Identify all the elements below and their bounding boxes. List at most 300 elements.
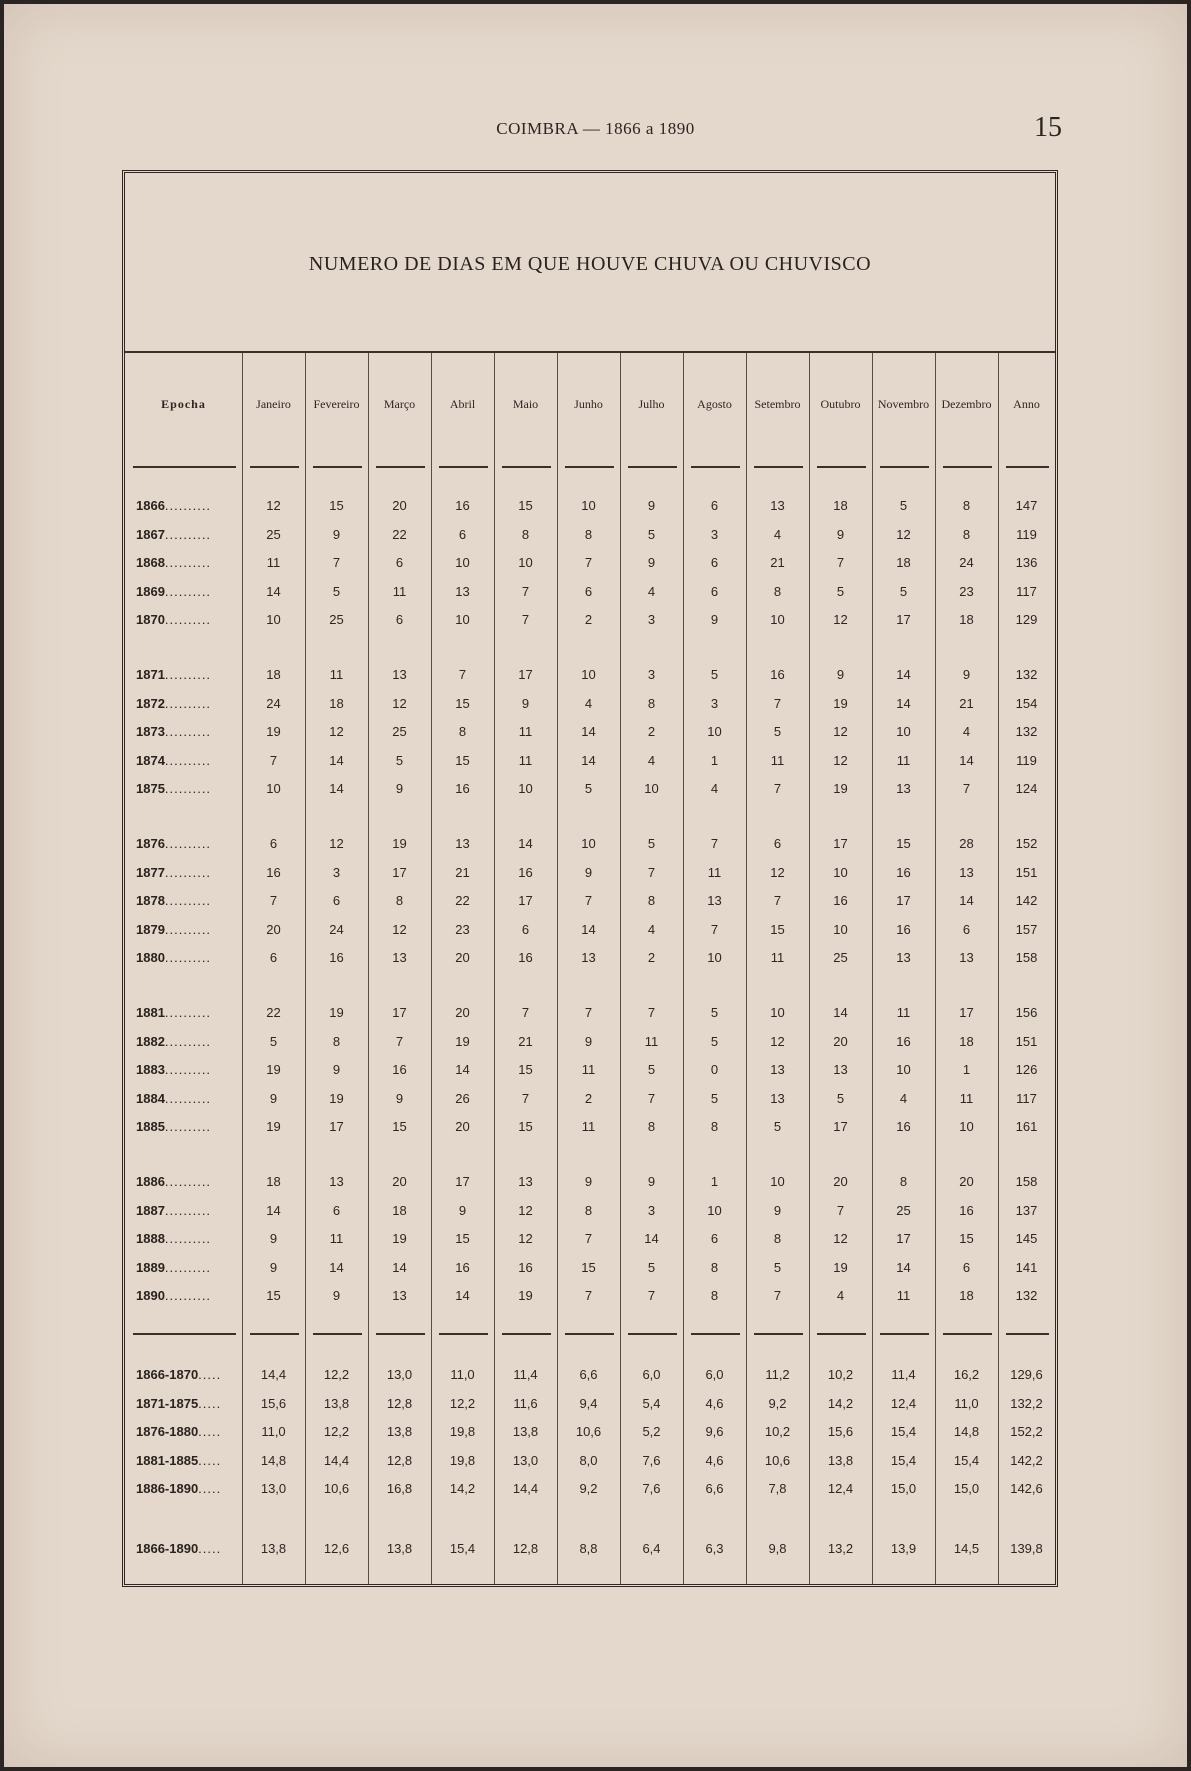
table-cell: 15,4 — [890, 1424, 917, 1439]
table-cell: 21 — [959, 695, 974, 711]
table-cell: 24 — [266, 695, 281, 711]
header-month: Fevereiro — [313, 397, 360, 411]
row-label-text: 1866-1890 — [136, 1541, 199, 1556]
table-cell: 14 — [581, 724, 596, 739]
table-cell: 7 — [395, 1033, 404, 1049]
row-label — [136, 865, 211, 880]
table-cell: 20 — [959, 1174, 974, 1189]
dot-leader: .......... — [164, 1288, 212, 1303]
table-cell: 15 — [455, 752, 470, 768]
table-cell: 7 — [836, 1202, 845, 1218]
header-underline — [313, 1333, 362, 1335]
table-cell: 11 — [266, 555, 281, 570]
header-month: Maio — [512, 397, 539, 411]
table-cell: 10 — [707, 950, 722, 965]
header-underline — [439, 1333, 488, 1335]
table-cell: 14 — [329, 781, 344, 796]
row-label-text: 1871 — [136, 667, 165, 682]
dot-leader: ..... — [198, 1395, 222, 1411]
dot-leader: .......... — [164, 1062, 212, 1077]
table-row — [125, 1062, 1055, 1082]
table-cell: 141 — [1015, 1259, 1038, 1275]
table-cell: 1 — [710, 752, 719, 768]
table-cell: 4 — [962, 724, 971, 739]
table-cell: 10 — [707, 1202, 722, 1218]
table-cell: 12,8 — [386, 1452, 413, 1468]
table-cell: 12,8 — [386, 1395, 413, 1411]
table-cell: 15,4 — [890, 1452, 917, 1468]
table-cell: 13,2 — [827, 1541, 854, 1556]
dot-leader: .......... — [164, 695, 212, 711]
table-cell: 11 — [329, 1231, 344, 1246]
table-cell: 7 — [710, 921, 719, 937]
table-row — [125, 836, 1055, 856]
table-row — [125, 1119, 1055, 1139]
table-cell: 5 — [899, 498, 908, 513]
table-cell: 9 — [395, 781, 404, 796]
table-row — [125, 753, 1055, 773]
table-cell: 14,8 — [260, 1452, 287, 1468]
table-cell: 9 — [269, 1090, 278, 1106]
table-cell: 10 — [770, 612, 785, 627]
table-cell: 8 — [773, 583, 782, 599]
table-cell: 20 — [455, 950, 470, 965]
table-cell: 10 — [896, 724, 911, 739]
dot-leader: .......... — [164, 555, 212, 570]
mean-row — [125, 1367, 1055, 1387]
table-cell: 9,2 — [579, 1481, 598, 1496]
table-cell: 10 — [707, 724, 722, 739]
table-cell: 5 — [710, 1033, 719, 1049]
table-cell: 20 — [266, 921, 281, 937]
table-row — [125, 527, 1055, 547]
table-cell: 12 — [329, 836, 344, 851]
table-cell: 7 — [458, 667, 467, 682]
table-cell: 4 — [899, 1090, 908, 1106]
table-cell: 11 — [770, 950, 785, 965]
table-cell: 10 — [770, 1174, 785, 1189]
table-cell: 14 — [455, 1062, 470, 1077]
table-cell: 9 — [332, 1062, 341, 1077]
table-cell: 26 — [455, 1090, 470, 1106]
row-label-text: 1881-1885 — [136, 1452, 199, 1468]
row-label-text: 1875 — [136, 781, 165, 796]
table-cell: 18 — [896, 555, 911, 570]
table-cell: 13,8 — [386, 1424, 413, 1439]
row-label-text: 1878 — [136, 893, 165, 908]
table-cell: 13 — [392, 667, 407, 682]
table-cell: 15 — [455, 1231, 470, 1246]
table-cell: 18 — [266, 667, 281, 682]
table-row — [125, 612, 1055, 632]
page-number: 15 — [1034, 112, 1062, 143]
header-underline — [1006, 1333, 1049, 1335]
table-cell: 9 — [458, 1202, 467, 1218]
dot-leader: .......... — [164, 1090, 212, 1106]
row-label — [136, 1005, 211, 1020]
table-cell: 17 — [518, 893, 533, 908]
table-cell: 6 — [962, 921, 971, 937]
row-label — [136, 724, 211, 739]
table-cell: 13,8 — [323, 1395, 350, 1411]
header-underline — [502, 466, 551, 468]
row-label — [136, 1424, 221, 1439]
table-cell: 15 — [455, 695, 470, 711]
table-cell: 16 — [896, 864, 911, 880]
table-cell: 25 — [266, 526, 281, 542]
table-cell: 4 — [647, 583, 656, 599]
table-cell: 13,8 — [827, 1452, 854, 1468]
table-row — [125, 1203, 1055, 1223]
table-cell: 6 — [395, 612, 404, 627]
table-cell: 20 — [392, 498, 407, 513]
table-cell: 14,5 — [953, 1541, 980, 1556]
table-cell: 10 — [455, 612, 470, 627]
header-underline — [628, 1333, 677, 1335]
row-label-text: 1889 — [136, 1259, 165, 1275]
table-cell: 4 — [647, 752, 656, 768]
table-cell: 17 — [896, 612, 911, 627]
table-cell: 17 — [896, 893, 911, 908]
table-cell: 6 — [332, 893, 341, 908]
table-cell: 12,4 — [827, 1481, 854, 1496]
table-cell: 19 — [833, 1259, 848, 1275]
table-cell: 9 — [269, 1231, 278, 1246]
table-cell: 7 — [710, 836, 719, 851]
table-cell: 6 — [269, 950, 278, 965]
row-label — [136, 555, 211, 570]
dot-leader: .......... — [164, 1202, 212, 1218]
dot-leader: .......... — [164, 1119, 212, 1134]
row-label-text: 1881 — [136, 1005, 165, 1020]
table-cell: 9 — [584, 864, 593, 880]
table-cell: 7 — [521, 612, 530, 627]
table-cell: 19 — [455, 1033, 470, 1049]
header-underline — [133, 1333, 236, 1335]
table-cell: 6,6 — [705, 1481, 724, 1496]
table-cell: 7 — [584, 893, 593, 908]
table-cell: 5 — [647, 526, 656, 542]
table-cell: 4 — [773, 526, 782, 542]
table-row — [125, 950, 1055, 970]
table-cell: 11 — [518, 752, 533, 768]
header-underline — [880, 466, 929, 468]
table-cell: 7 — [773, 893, 782, 908]
header-month: Setembro — [754, 397, 801, 411]
table-cell: 19 — [392, 836, 407, 851]
table-cell: 19 — [266, 1119, 281, 1134]
table-cell: 11 — [392, 583, 407, 599]
table-cell: 152 — [1015, 836, 1038, 851]
table-cell: 6 — [332, 1202, 341, 1218]
dot-leader: .......... — [164, 1231, 212, 1246]
table-cell: 4 — [710, 781, 719, 796]
table-cell: 13 — [770, 1090, 785, 1106]
table-cell: 10 — [959, 1119, 974, 1134]
table-cell: 13 — [455, 836, 470, 851]
table-cell: 2 — [584, 1090, 593, 1106]
table-cell: 13 — [770, 498, 785, 513]
table-cell: 7 — [584, 555, 593, 570]
table-cell: 11 — [707, 864, 722, 880]
table-cell: 7 — [647, 1005, 656, 1020]
table-cell: 10 — [896, 1062, 911, 1077]
table-cell: 18 — [833, 498, 848, 513]
table-cell: 14 — [959, 893, 974, 908]
header-underline — [628, 466, 677, 468]
row-label — [136, 781, 211, 796]
table-cell: 17 — [518, 667, 533, 682]
table-cell: 117 — [1016, 1090, 1037, 1106]
table-cell: 22 — [266, 1005, 281, 1020]
table-cell: 15 — [896, 836, 911, 851]
table-cell: 7 — [836, 555, 845, 570]
row-label-text: 1866 — [136, 498, 165, 513]
dot-leader: .......... — [164, 526, 212, 542]
table-cell: 8,8 — [579, 1541, 598, 1556]
table-cell: 6 — [962, 1259, 971, 1275]
row-label-text: 1876-1880 — [136, 1424, 199, 1439]
table-cell: 8 — [710, 1288, 719, 1303]
table-cell: 17 — [392, 1005, 407, 1020]
table-cell: 8 — [458, 724, 467, 739]
table-cell: 15,4 — [449, 1541, 476, 1556]
table-cell: 15 — [518, 1119, 533, 1134]
table-cell: 11 — [896, 1288, 911, 1303]
table-cell: 14 — [896, 695, 911, 711]
header-month: Anno — [1013, 397, 1040, 411]
table-cell: 19 — [833, 781, 848, 796]
table-row — [125, 584, 1055, 604]
table-cell: 18 — [329, 695, 344, 711]
row-label-text: 1885 — [136, 1119, 165, 1134]
header-month: Dezembro — [941, 397, 992, 411]
table-cell: 16 — [770, 667, 785, 682]
table-cell: 7 — [521, 1090, 530, 1106]
table-cell: 16 — [959, 1202, 974, 1218]
dot-leader: .......... — [164, 893, 212, 908]
table-cell: 15 — [518, 498, 533, 513]
dot-leader: .......... — [164, 583, 212, 599]
table-cell: 8 — [962, 498, 971, 513]
table-cell: 11,6 — [513, 1395, 538, 1411]
table-cell: 12 — [833, 1231, 848, 1246]
table-cell: 15 — [392, 1119, 407, 1134]
table-cell: 16 — [896, 1119, 911, 1134]
table-cell: 5 — [332, 583, 341, 599]
table-cell: 19 — [833, 695, 848, 711]
header-month: Janeiro — [256, 397, 291, 411]
table-cell: 7,8 — [768, 1481, 787, 1496]
table-cell: 9 — [584, 1033, 593, 1049]
table-cell: 20 — [833, 1033, 848, 1049]
table-cell: 17 — [455, 1174, 470, 1189]
table-cell: 3 — [647, 612, 656, 627]
table-cell: 21 — [518, 1033, 533, 1049]
table-cell: 10 — [581, 667, 596, 682]
table-cell: 6 — [521, 921, 530, 937]
table-cell: 9 — [962, 667, 971, 682]
table-cell: 12 — [833, 724, 848, 739]
row-label — [136, 1203, 211, 1218]
table-cell: 6 — [773, 836, 782, 851]
table-cell: 16 — [455, 1259, 470, 1275]
table-cell: 14 — [329, 1259, 344, 1275]
table-cell: 10,6 — [764, 1452, 791, 1468]
table-cell: 19 — [392, 1231, 407, 1246]
table-cell: 15,0 — [953, 1481, 980, 1496]
row-label-text: 1869 — [136, 583, 165, 599]
dot-leader: .......... — [164, 781, 212, 796]
row-label-text: 1890 — [136, 1288, 165, 1303]
table-cell: 7 — [584, 1005, 593, 1020]
table-cell: 18 — [959, 1033, 974, 1049]
table-cell: 12 — [518, 1202, 533, 1218]
table-cell: 13,8 — [512, 1424, 539, 1439]
table-cell: 9,4 — [579, 1395, 598, 1411]
dot-leader: .......... — [164, 752, 212, 768]
table-frame — [122, 170, 1058, 1587]
table-cell: 15 — [266, 1288, 281, 1303]
table-cell: 10 — [581, 836, 596, 851]
header-underline — [943, 466, 992, 468]
table-cell: 10,6 — [575, 1424, 602, 1439]
table-cell: 16,8 — [386, 1481, 413, 1496]
row-label — [136, 753, 211, 768]
table-cell: 17 — [959, 1005, 974, 1020]
header-underline — [133, 466, 236, 468]
table-cell: 2 — [647, 950, 656, 965]
table-cell: 14,2 — [827, 1395, 854, 1411]
row-label — [136, 922, 211, 937]
table-cell: 15,6 — [260, 1395, 287, 1411]
table-cell: 132,2 — [1010, 1395, 1043, 1411]
table-cell: 5 — [710, 1005, 719, 1020]
table-cell: 3 — [647, 667, 656, 682]
table-cell: 17 — [329, 1119, 344, 1134]
table-cell: 5 — [269, 1033, 278, 1049]
row-label-text: 1887 — [136, 1202, 165, 1218]
table-cell: 13,0 — [512, 1452, 539, 1468]
table-cell: 9 — [773, 1202, 782, 1218]
table-row — [125, 893, 1055, 913]
table-row — [125, 1288, 1055, 1308]
row-label — [136, 667, 211, 682]
table-cell: 10 — [266, 612, 281, 627]
table-cell: 15 — [581, 1259, 596, 1275]
table-cell: 14,4 — [512, 1481, 539, 1496]
table-cell: 136 — [1015, 555, 1038, 570]
table-cell: 13 — [518, 1174, 533, 1189]
dot-leader: .......... — [164, 921, 212, 937]
table-cell: 158 — [1015, 950, 1038, 965]
table-cell: 132 — [1015, 724, 1038, 739]
table-cell: 9,8 — [768, 1541, 787, 1556]
table-cell: 11 — [770, 752, 785, 768]
table-cell: 7 — [269, 893, 278, 908]
table-cell: 5 — [899, 583, 908, 599]
table-cell: 9 — [269, 1259, 278, 1275]
table-cell: 24 — [329, 921, 344, 937]
row-label — [136, 950, 211, 965]
table-cell: 14,8 — [953, 1424, 980, 1439]
dot-leader: ..... — [198, 1481, 222, 1496]
table-cell: 14 — [644, 1231, 659, 1246]
table-cell: 5,4 — [642, 1395, 661, 1411]
table-cell: 23 — [959, 583, 974, 599]
table-cell: 161 — [1015, 1119, 1038, 1134]
dot-leader: ..... — [198, 1452, 222, 1468]
table-row — [125, 696, 1055, 716]
row-label-text: 1868 — [136, 555, 165, 570]
dot-leader: ..... — [198, 1424, 222, 1439]
row-label-text: 1870 — [136, 612, 165, 627]
table-cell: 19 — [266, 1062, 281, 1077]
table-cell: 16 — [518, 1259, 533, 1275]
table-cell: 137 — [1015, 1202, 1038, 1218]
row-label — [136, 612, 211, 627]
table-row — [125, 1034, 1055, 1054]
table-cell: 6 — [395, 555, 404, 570]
row-label-text: 1880 — [136, 950, 165, 965]
table-cell: 19 — [329, 1005, 344, 1020]
table-cell: 9 — [836, 526, 845, 542]
table-cell: 119 — [1016, 526, 1037, 542]
table-cell: 21 — [770, 555, 785, 570]
mean-row — [125, 1396, 1055, 1416]
table-cell: 4 — [647, 921, 656, 937]
table-cell: 11,0 — [450, 1367, 475, 1382]
table-cell: 23 — [455, 921, 470, 937]
table-cell: 11,0 — [261, 1424, 286, 1439]
table-cell: 12 — [392, 921, 407, 937]
row-label — [136, 1091, 211, 1106]
row-label — [136, 1288, 211, 1303]
table-cell: 10 — [581, 498, 596, 513]
table-cell: 9 — [332, 1288, 341, 1303]
table-cell: 4 — [836, 1288, 845, 1303]
dot-leader: .......... — [164, 1259, 212, 1275]
table-cell: 16 — [266, 864, 281, 880]
table-cell: 147 — [1015, 498, 1038, 513]
row-label — [136, 836, 211, 851]
table-cell: 7 — [773, 1288, 782, 1303]
table-cell: 126 — [1015, 1062, 1038, 1077]
table-cell: 7 — [521, 583, 530, 599]
table-cell: 13 — [959, 950, 974, 965]
table-cell: 18 — [959, 612, 974, 627]
table-cell: 4,6 — [705, 1395, 724, 1411]
table-cell: 12 — [770, 1033, 785, 1049]
table-cell: 5 — [647, 836, 656, 851]
table-cell: 19,8 — [449, 1452, 476, 1468]
header-month: Novembro — [877, 397, 930, 411]
dot-leader: ..... — [198, 1367, 222, 1382]
table-cell: 6 — [710, 555, 719, 570]
table-cell: 16,2 — [953, 1367, 980, 1382]
table-row — [125, 1231, 1055, 1251]
table-cell: 8 — [647, 893, 656, 908]
table-cell: 142,2 — [1010, 1452, 1043, 1468]
row-label — [136, 1541, 221, 1556]
table-cell: 28 — [959, 836, 974, 851]
table-cell: 2 — [647, 724, 656, 739]
table-row — [125, 922, 1055, 942]
row-label — [136, 1260, 211, 1275]
table-cell: 14 — [896, 1259, 911, 1275]
table-cell: 11 — [581, 1062, 596, 1077]
table-cell: 8 — [962, 526, 971, 542]
